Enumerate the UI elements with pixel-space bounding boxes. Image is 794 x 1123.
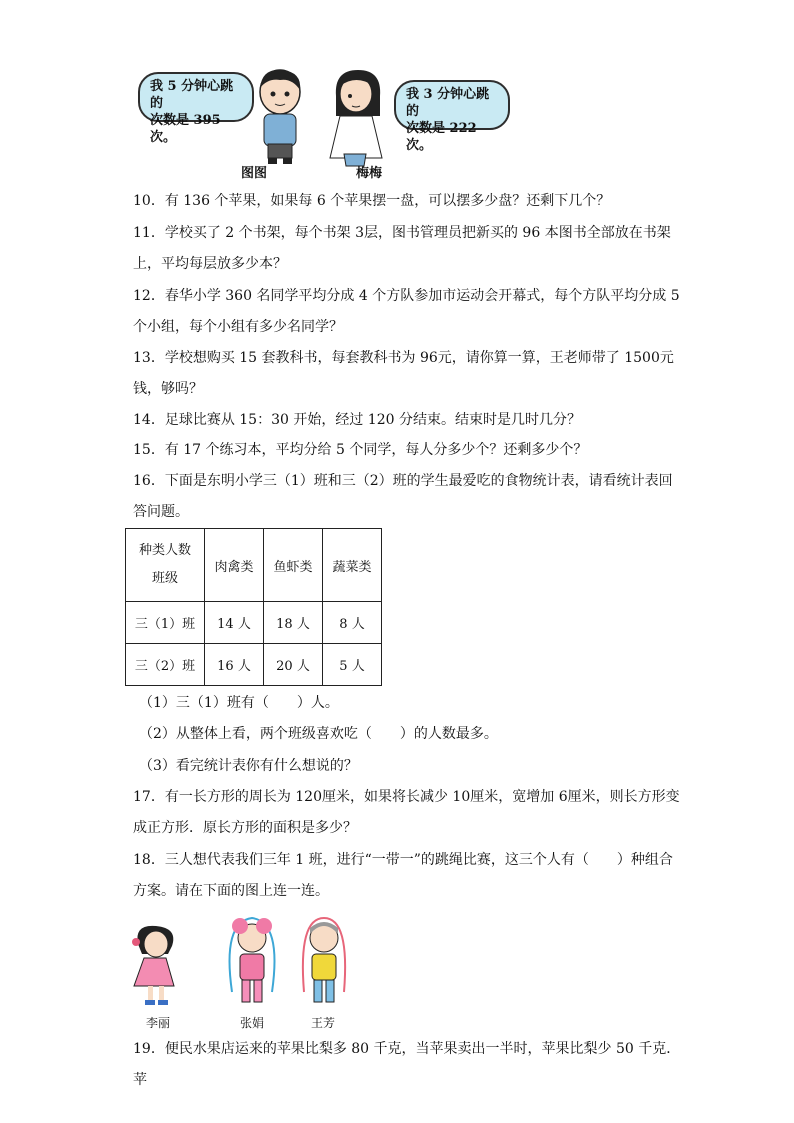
table-cell: 5 人 bbox=[323, 644, 382, 686]
question-14: 14．足球比赛从 15：30 开始，经过 120 分结束。结束时是几时几分？ bbox=[133, 412, 581, 428]
kid-zhangjuan-figure bbox=[222, 912, 282, 1010]
question-11: 11．学校买了 2 个书架，每个书架 3层，图书管理员把新买的 96 本图书全部放在书架上，平均每层放多少本？ bbox=[133, 225, 671, 272]
table-row bbox=[126, 602, 382, 644]
corner-top-label: 种类人数 bbox=[138, 543, 191, 558]
kid-name-lili: 李丽 bbox=[146, 1016, 171, 1030]
column-header: 蔬菜类 bbox=[323, 529, 382, 602]
corner-bottom-label: 班级 bbox=[151, 571, 178, 586]
table-cell: 20 人 bbox=[264, 644, 323, 686]
kid-wangfang-figure bbox=[294, 912, 354, 1010]
table-row bbox=[126, 644, 382, 686]
column-header: 肉禽类 bbox=[205, 529, 264, 602]
caption-tutu: 图图 bbox=[241, 166, 268, 181]
row-label: 三（1）班 bbox=[126, 602, 205, 644]
question-19: 19．便民水果店运来的苹果比梨多 80 千克，当苹果卖出一半时，苹果比梨少 50 千克．苹 bbox=[133, 1041, 681, 1088]
caption-meimei: 梅梅 bbox=[356, 166, 383, 181]
question-10: 10．有 136 个苹果，如果每 6 个苹果摆一盘，可以摆多少盘？还剩下几个？ bbox=[133, 193, 611, 209]
boy-figure bbox=[248, 66, 312, 166]
question-16: 16．下面是东明小学三（1）班和三（2）班的学生最爱吃的食物统计表，请看统计表回答问题。 bbox=[133, 473, 673, 520]
question-13: 13．学校想购买 15 套教科书，每套教科书为 96元，请你算一算，王老师带了 1500元钱，够吗？ bbox=[133, 350, 674, 397]
question-16-part-1: （1）三（1）班有（ ）人。 bbox=[139, 695, 339, 711]
kid-lili-figure bbox=[128, 924, 184, 1008]
question-16-part-2: （2）从整体上看，两个班级喜欢吃（ ）的人数最多。 bbox=[139, 726, 498, 742]
food-stats-table bbox=[125, 528, 382, 686]
question-12: 12．春华小学 360 名同学平均分成 4 个方队参加市运动会开幕式，每个方队平均分成 5 个小组，每个小组有多少名同学？ bbox=[133, 288, 680, 335]
table-corner-header bbox=[126, 529, 205, 602]
question-16-part-3: （3）看完统计表你有什么想说的？ bbox=[139, 758, 358, 774]
kid-name-wangfang: 王芳 bbox=[311, 1016, 336, 1030]
table-cell: 8 人 bbox=[323, 602, 382, 644]
question-15: 15．有 17 个练习本，平均分给 5 个同学，每人分多少个？还剩多少个？ bbox=[133, 442, 588, 458]
table-cell: 14 人 bbox=[205, 602, 264, 644]
girl-figure bbox=[326, 66, 390, 170]
question-18: 18．三人想代表我们三年 1 班，进行“一带一”的跳绳比赛，这三个人有（ ）种组合方案。请在下面的图上连一连。 bbox=[133, 852, 673, 899]
kid-name-zhangjuan: 张娟 bbox=[240, 1016, 265, 1030]
table-cell: 18 人 bbox=[264, 602, 323, 644]
row-label: 三（2）班 bbox=[126, 644, 205, 686]
table-cell: 16 人 bbox=[205, 644, 264, 686]
speech-bubble-tutu: 我 5 分钟心跳的 次数是 395 次。 bbox=[138, 72, 254, 122]
question-17: 17．有一长方形的周长为 120厘米，如果将长减少 10厘米，宽增加 6厘米，则长方形变成正方形．原长方形的面积是多少？ bbox=[133, 789, 680, 836]
speech-bubble-meimei: 我 3 分钟心跳的 次数是 222 次。 bbox=[394, 80, 510, 130]
column-header: 鱼虾类 bbox=[264, 529, 323, 602]
